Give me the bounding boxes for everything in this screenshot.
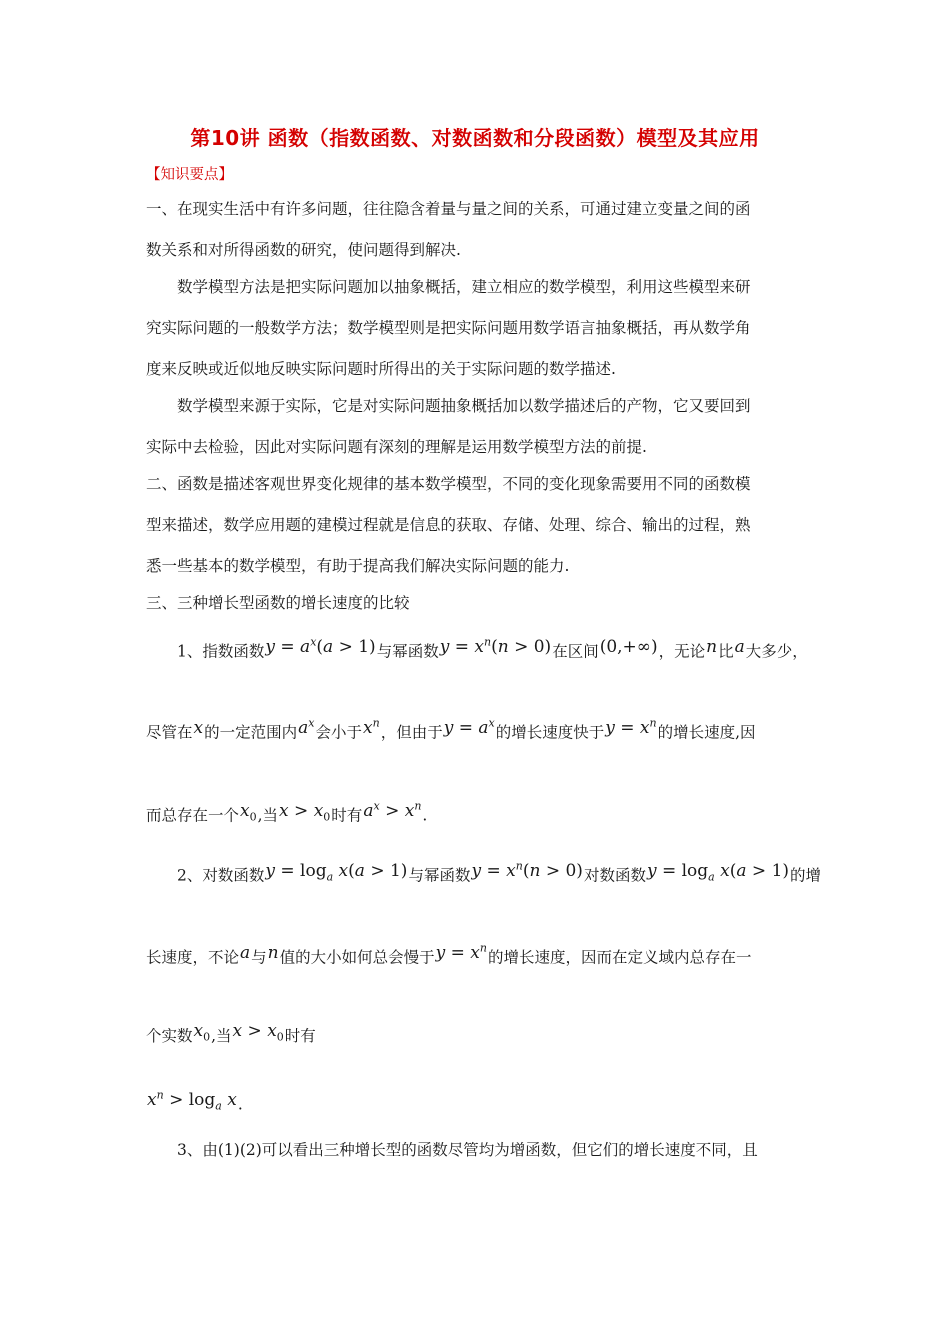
text-run: ,当 [257, 806, 279, 825]
paragraph-2-line-1: 数学模型方法是把实际问题加以抽象概括，建立相应的数学模型，利用这些模型来研 [177, 278, 751, 296]
text-run: 1、指数函数 [177, 642, 265, 661]
text-run: 对数函数 [583, 866, 646, 885]
formula-y-eq-x-pow-n: $y = x^n$ [605, 716, 657, 738]
text-run: 会小于 [315, 723, 362, 742]
formula-y-eq-x-pow-n: $y = x^n$ [435, 941, 487, 963]
text-run: 尽管在 [146, 723, 193, 742]
text-run: 的增长速度，因而在定义域内总存在一 [488, 948, 752, 967]
formula-interval: (0,+∞) [599, 636, 658, 657]
text-run: 的一定范围内 [204, 723, 298, 742]
formula-log-func: $y = \log_a x(a > 1)$ [265, 860, 408, 884]
formula-x0: $x_0$ [193, 1021, 211, 1044]
text-run: 与 [251, 948, 267, 967]
formula-power-func: $y = x^n(n > 0)$ [439, 635, 552, 657]
item-2-line-2 [146, 943, 752, 968]
formula-x-gt-x0: $x > x_0$ [232, 1021, 284, 1044]
item-1-line-3 [146, 801, 427, 832]
item-2-line-3 [146, 1021, 316, 1052]
text-run: 时有 [284, 1027, 316, 1045]
text-run: 与幂函数 [376, 642, 439, 661]
paragraph-2-line-3: 度来反映或近似地反映实际问题时所得出的关于实际问题的数学描述. [146, 360, 616, 378]
formula-a: a [734, 636, 745, 657]
text-run: 而总存在一个 [146, 806, 240, 825]
formula-x0: $x_0$ [240, 800, 257, 824]
formula-a: a [240, 942, 251, 963]
item-3-line-1: 3、由(1)(2)可以看出三种增长型的函数尽管均为增函数，但它们的增长速度不同，且 [177, 1141, 758, 1159]
text-run: 个实数 [146, 1027, 193, 1045]
formula-y-eq-a-pow-x: $y = a^x$ [443, 716, 495, 738]
paragraph-1-line-1: 一、在现实生活中有许多问题，往往隐含着量与量之间的关系，可通过建立变量之间的函 [146, 200, 751, 218]
text-run: . [237, 1095, 243, 1114]
item-1-line-2 [146, 718, 756, 743]
text-run: 比 [718, 642, 734, 661]
paragraph-4-line-1: 二、函数是描述客观世界变化规律的基本数学模型，不同的变化现象需要用不同的函数模 [146, 475, 751, 493]
text-run: 大多少， [745, 642, 808, 661]
formula-ax-gt-xn: $a^x > x^n$ [363, 799, 422, 821]
text-run: 2、对数函数 [177, 866, 265, 885]
formula-xn-gt-log: $x^n > \log_a x$ [147, 1088, 237, 1113]
paragraph-1-line-2: 数关系和对所得函数的研究，使问题得到解决. [146, 241, 461, 259]
formula-n: n [706, 636, 718, 657]
text-run: 时有 [331, 806, 363, 825]
text-run: 长速度，不论 [146, 948, 240, 967]
formula-a-pow-x: $a^x$ [298, 716, 315, 738]
formula-log-func: $y = \log_a x(a > 1)$ [646, 860, 790, 884]
formula-power-func: $y = x^n(n > 0)$ [471, 859, 583, 881]
formula-exp-func: $y = a^x(a > 1)$ [265, 635, 376, 657]
text-run: 的增 [790, 866, 822, 885]
text-run: 的增长速度快于 [495, 723, 605, 742]
item-2-line-4 [146, 1090, 243, 1121]
item-2-line-1 [177, 861, 821, 892]
formula-x-pow-n: $x^n$ [363, 716, 380, 738]
paragraph-4-line-2: 型来描述，数学应用题的建模过程就是信息的获取、存储、处理、综合、输出的过程，熟 [146, 516, 751, 534]
text-run: ，但由于 [380, 723, 443, 742]
paragraph-5-line-1: 三、三种增长型函数的增长速度的比较 [146, 594, 410, 612]
section-tag-knowledge-points: 【知识要点】 [146, 167, 233, 183]
text-run: 的增长速度,因 [657, 723, 756, 742]
text-run: ,当 [211, 1027, 232, 1045]
text-run: 在区间 [552, 642, 599, 661]
paragraph-3-line-2: 实际中去检验，因此对实际问题有深刻的理解是运用数学模型方法的前提. [146, 438, 647, 456]
paragraph-3-line-1: 数学模型来源于实际，它是对实际问题抽象概括加以数学描述后的产物，它又要回到 [177, 397, 751, 415]
formula-x-gt-x0: $x > x_0$ [279, 800, 331, 824]
paragraph-4-line-3: 悉一些基本的数学模型，有助于提高我们解决实际问题的能力. [146, 557, 570, 575]
formula-n: n [267, 942, 279, 963]
page-title: 第10讲 函数（指数函数、对数函数和分段函数）模型及其应用 [190, 126, 760, 150]
text-run: 与幂函数 [408, 866, 471, 885]
text-run: . [422, 806, 428, 825]
item-1-line-1 [177, 637, 808, 662]
formula-x: x [193, 717, 204, 738]
text-run: 值的大小如何总会慢于 [279, 948, 435, 967]
text-run: ，无论 [658, 642, 706, 661]
paragraph-2-line-2: 究实际问题的一般数学方法；数学模型则是把实际问题用数学语言抽象概括，再从数学角 [146, 319, 751, 337]
